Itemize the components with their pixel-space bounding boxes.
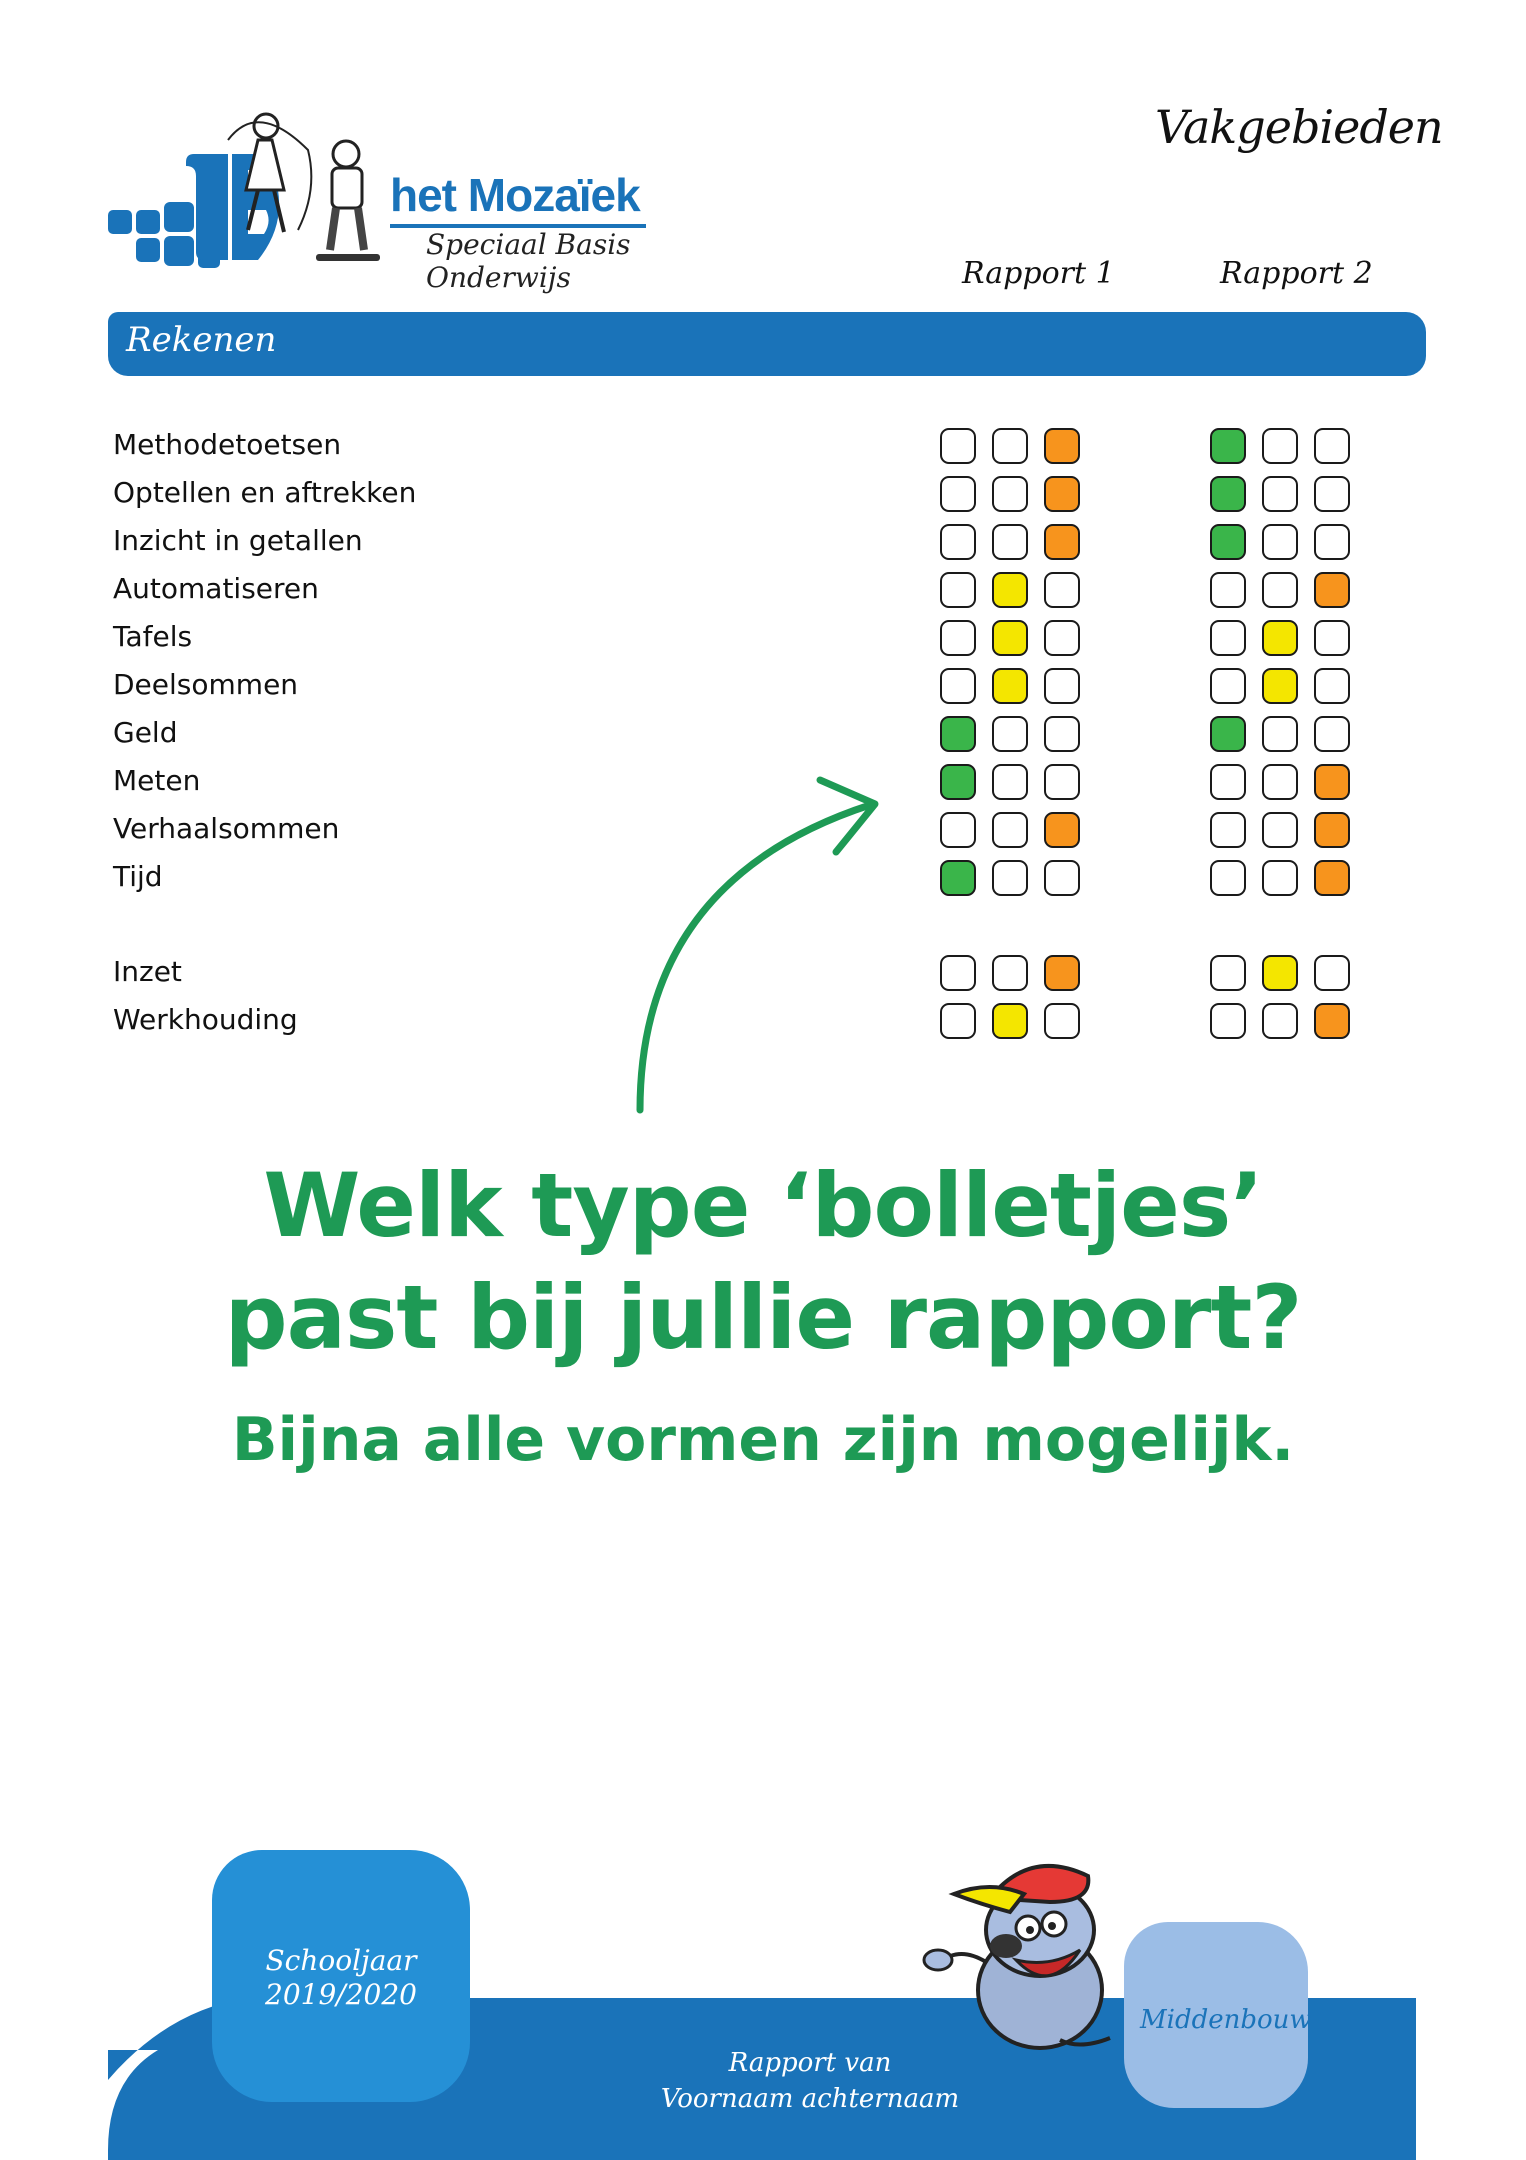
headline-line-1: Welk type ‘bolletjes’ [263,1154,1263,1257]
page-heading: Vakgebieden [1155,100,1443,154]
rapport1-yellow-box [992,860,1028,896]
section-title: Rekenen [126,320,277,360]
rapport1-yellow-box [992,1003,1028,1039]
rapport1-green-box [940,955,976,991]
school-subtitle: Speciaal Basis Onderwijs [426,228,631,294]
subheadline: Bijna alle vormen zijn mogelijk. [231,1405,1295,1475]
rapport1-green-box [940,572,976,608]
rapport2-orange-box [1314,620,1350,656]
rapport2-green-box [1210,955,1246,991]
rapport2-yellow-box [1262,476,1298,512]
rapport2-yellow-box [1262,955,1298,991]
row-label: Tafels [113,620,193,653]
rapport1-yellow-box [992,955,1028,991]
rapport2-yellow-box [1262,428,1298,464]
rapport2-green-box [1210,716,1246,752]
rapport2-green-box [1210,428,1246,464]
rapport1-green-box [940,428,976,464]
student-name: Voornaam achternaam [660,2084,960,2114]
row-label: Methodetoetsen [113,428,342,461]
rapport2-green-box [1210,668,1246,704]
rapport2-orange-box [1314,572,1350,608]
row-label: Verhaalsommen [113,812,340,845]
rapport1-orange-box [1044,620,1080,656]
rapport2-green-box [1210,524,1246,560]
rapport2-green-box [1210,620,1246,656]
rapport2-orange-box [1314,955,1350,991]
rapport2-yellow-box [1262,764,1298,800]
rapport2-yellow-box [1262,812,1298,848]
curved-arrow-icon [600,760,900,1120]
rapport2-orange-box [1314,764,1350,800]
rapport1-orange-box [1044,955,1080,991]
rapport1-yellow-box [992,428,1028,464]
rapport1-yellow-box [992,524,1028,560]
row-label: Inzicht in getallen [113,524,363,557]
rapport1-yellow-box [992,476,1028,512]
rapport2-green-box [1210,1003,1246,1039]
row-label: Tijd [113,860,163,893]
rapport1-green-box [940,812,976,848]
rapport2-green-box [1210,812,1246,848]
report-of-label: Rapport van [728,2048,892,2078]
school-year-card [212,1850,470,2102]
column-header-rapport-1: Rapport 1 [962,256,1115,291]
row-label: Inzet [113,955,182,988]
rapport2-orange-box [1314,812,1350,848]
rapport1-orange-box [1044,476,1080,512]
rapport2-green-box [1210,764,1246,800]
rapport1-green-box [940,620,976,656]
rapport2-orange-box [1314,860,1350,896]
rapport2-yellow-box [1262,572,1298,608]
rapport2-yellow-box [1262,668,1298,704]
rapport1-yellow-box [992,812,1028,848]
mole-mascot-icon [920,1850,1140,2060]
row-label: Meten [113,764,201,797]
rapport1-green-box [940,716,976,752]
rapport1-orange-box [1044,860,1080,896]
rapport2-yellow-box [1262,716,1298,752]
rapport1-orange-box [1044,524,1080,560]
rapport2-orange-box [1314,1003,1350,1039]
rapport1-green-box [940,1003,976,1039]
rapport2-yellow-box [1262,524,1298,560]
row-label: Werkhouding [113,1003,298,1036]
level-label: Middenbouw [1140,2005,1312,2035]
rapport1-orange-box [1044,668,1080,704]
rapport1-green-box [940,764,976,800]
school-logo [108,110,748,294]
rapport1-green-box [940,476,976,512]
school-name: het Mozaïek [390,169,640,221]
headline [0,1150,1526,1374]
rapport2-green-box [1210,572,1246,608]
rapport2-orange-box [1314,524,1350,560]
school-year-value: 2019/2020 [265,1978,417,2011]
rapport2-orange-box [1314,716,1350,752]
rapport2-yellow-box [1262,620,1298,656]
rapport1-orange-box [1044,812,1080,848]
rapport1-green-box [940,524,976,560]
row-label: Geld [113,716,178,749]
column-header-rapport-2: Rapport 2 [1220,256,1373,291]
rapport2-orange-box [1314,476,1350,512]
rapport1-yellow-box [992,668,1028,704]
rapport1-orange-box [1044,572,1080,608]
rapport1-yellow-box [992,572,1028,608]
row-label: Deelsommen [113,668,299,701]
rapport1-yellow-box [992,764,1028,800]
rapport1-yellow-box [992,620,1028,656]
row-label: Automatiseren [113,572,319,605]
rapport2-green-box [1210,860,1246,896]
rapport1-orange-box [1044,716,1080,752]
rapport1-orange-box [1044,764,1080,800]
rapport2-green-box [1210,476,1246,512]
rapport1-green-box [940,668,976,704]
rapport1-green-box [940,860,976,896]
rapport1-yellow-box [992,716,1028,752]
headline-line-2: past bij jullie rapport? [224,1266,1302,1369]
section-bar [108,312,1426,376]
rapport1-orange-box [1044,1003,1080,1039]
rapport2-yellow-box [1262,1003,1298,1039]
rapport1-orange-box [1044,428,1080,464]
rapport2-yellow-box [1262,860,1298,896]
rapport2-orange-box [1314,668,1350,704]
row-label: Optellen en aftrekken [113,476,417,509]
rapport2-orange-box [1314,428,1350,464]
school-year-label: Schooljaar [265,1944,417,1977]
